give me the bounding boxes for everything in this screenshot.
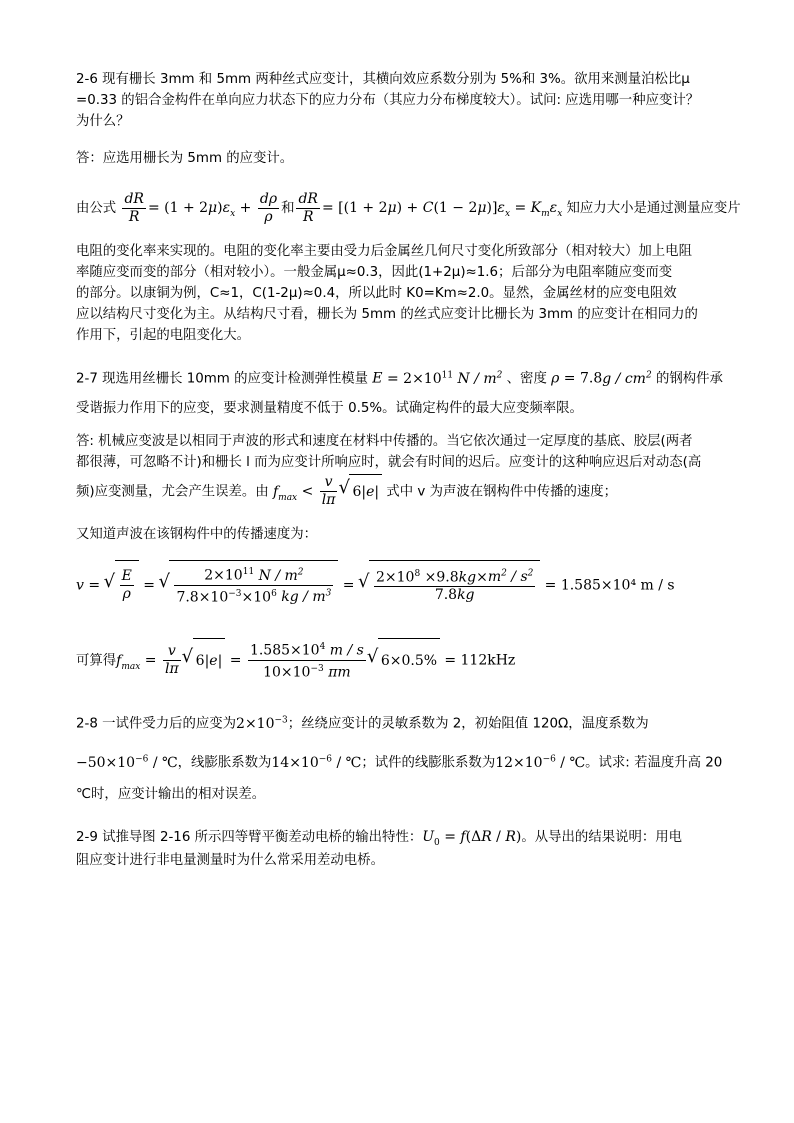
- frequency-result: = 112kHz: [444, 652, 516, 669]
- q26-line1: 2-6 现有栅长 3mm 和 5mm 两种丝式应变计，其横向效应系数分别为 5%和 3%。欲用来测量泊松比μ: [76, 72, 690, 87]
- q27-ans3b: 式中 v 为声波在钢构件中传播的速度；: [386, 484, 618, 500]
- q27-ans2: 都很薄，可忽略不计)和栅长 l 而为应变计所响应时，就会有时间的迟后。应变计的这种响应迟后对动态(高: [76, 455, 702, 470]
- q27-line1: 2-7 现选用丝栅长 10mm 的应变计检测弹性模量 $E = 2\times 10^{11}$ N / $m^2$ 、密度 $\rho = 7.8g / cm^2$ 的钢构件承: [76, 370, 723, 387]
- q26-para1: 电阻的变化率来实现的。电阻的变化率主要由受力后金属丝几何尺寸变化所致部分（相对较大）加上电阻: [76, 244, 692, 259]
- q29-line1: 2-9 试推导图 2-16 所示四等臂平衡差动电桥的输出特性：$U_0 = f(\Delta R / R)$。从导出的结果说明：用电: [76, 829, 683, 848]
- q27-line1b: 、密度: [506, 371, 547, 387]
- velocity-result: = 1.585×10⁴ m / s: [544, 577, 675, 594]
- q27-ans3: 频)应变测量，尤会产生误差。由 $f_{max}$ < $\frac{v}{l\pi}$ √ 6|e| 式中 v 为声波在钢构件中传播的速度；: [76, 474, 617, 514]
- q29-line2: 阻应变计进行非电量测量时为什么常采用差动电桥。: [76, 853, 384, 868]
- q27-line1a: 2-7 现选用丝栅长 10mm 的应变计检测弹性模量: [76, 371, 369, 387]
- q28-line2a: ，线膨胀系数为: [177, 755, 272, 771]
- formula-suffix: 知应力大小是通过测量应变片: [566, 201, 741, 216]
- q28-line1b: ；丝绕应变计的灵敏系数为 2，初始阻值 120Ω，温度系数为: [287, 716, 649, 732]
- q27-ans3a: 频)应变测量，尤会产生误差。由: [76, 484, 269, 500]
- formula-prefix: 由公式: [76, 201, 117, 216]
- q26-answer: 答：应选用栅长为 5mm 的应变计。: [76, 151, 294, 166]
- strain-formula: $\frac{dR}{R}$ = $(1 + 2\mu)\varepsilon_x$ + $\frac{d\rho}{\rho}$ 和 $\frac{dR}{R}$ = $[(1 + 2\mu) + C(1 - 2\mu)]\varepsilon_x = K_m\varepsilon_x$: [124, 190, 563, 225]
- q26-para3: 的部分。以康铜为例，C≈1，C(1-2μ)≈0.4，所以此时 K0=Km≈2.0。显然，金属丝材的应变电阻效: [76, 286, 677, 301]
- q26-line2: =0.33 的铝合金构件在单向应力状态下的应力分布（其应力分布梯度较大）。试问: 应选用哪一种应变计？: [76, 93, 700, 108]
- q28-line3: ℃时，应变计输出的相对误差。: [76, 787, 266, 802]
- q28-line1: 2-8 一试件受力后的应变为$2\times 10^{-3}$；丝绕应变计的灵敏系数为 2，初始阻值 120Ω，温度系数为: [76, 715, 649, 732]
- q26-para4: 应以结构尺寸变化为主。从结构尺寸看，栅长为 5mm 的丝式应变计比栅长为 3mm 的应变计在相同力的: [76, 307, 698, 322]
- fmax-inequality: $f_{max}$: [272, 483, 298, 503]
- calc-prefix: 可算得: [76, 653, 117, 669]
- q28-line2: $-50\times 10^{-6}$ / ℃，线膨胀系数为$14\times 10^{-6}$ / ℃；试件的线膨胀系数为$12\times 10^{-6}$ / ℃。试求: 若温度升高 20: [76, 754, 723, 771]
- q28-line2b: ；试件的线膨胀系数为: [361, 755, 496, 771]
- q29-line1b: 。从导出的结果说明：用电: [521, 830, 683, 845]
- q28-line2c: 。试求: 若温度升高 20: [585, 755, 723, 771]
- density-formula: ρ: [551, 370, 560, 387]
- q27-ans1: 答: 机械应变波是以相同于声波的形式和速度在材料中传播的。当它依次通过一定厚度的基底、胶层(两者: [76, 434, 693, 449]
- q29-line1a: 2-9 试推导图 2-16 所示四等臂平衡差动电桥的输出特性：: [76, 830, 423, 845]
- q26-para2: 率随应变而变的部分（相对较小）。一般金属μ≈0.3，因此(1+2μ)≈1.6；后部分为电阻率随应变而变: [76, 265, 673, 280]
- velocity-equation: v = √ $\frac{E}{\rho}$ = √ $\frac{2\times 10^{11} N / m^2}{7.8\times 10^{-3}\times 10^6 kg / m^3}$ = √ $\frac{2\times 10^8 \times 9.8kg\times m^2 / s^2}{7.8kg}$ = 1.585×10⁴ m / s: [76, 560, 675, 612]
- q27-line1c: 的钢构件承: [655, 371, 723, 387]
- q26-para5: 作用下，引起的电阻变化大。: [76, 328, 251, 343]
- modulus-formula: E: [372, 370, 383, 387]
- q27-line2: 受谐振力作用下的应变，要求测量精度不低于 0.5%。试确定构件的最大应变频率限。: [76, 401, 583, 416]
- q26-line3: 为什么？: [76, 114, 130, 129]
- frequency-equation: 可算得$f_{max}$ = $\frac{v}{l\pi}$ √ 6|e| = $\frac{1.585\times 10^4 m / s}{10\times 10^{-3} \pi m}$ √ 6×0.5% = 112kHz: [76, 638, 515, 688]
- q27-ans4: 又知道声波在该钢构件中的传播速度为：: [76, 527, 318, 542]
- q26-formula-line: [76, 190, 741, 232]
- q28-line1a: 2-8 一试件受力后的应变为: [76, 716, 237, 732]
